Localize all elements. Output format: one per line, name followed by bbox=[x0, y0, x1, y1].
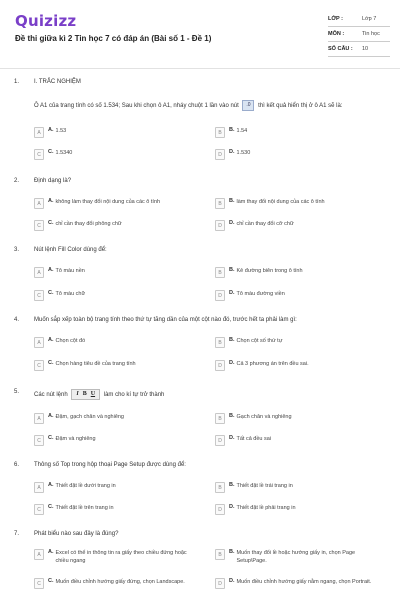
option-b[interactable] bbox=[215, 337, 282, 348]
option-text: Chọn cột đó bbox=[55, 338, 86, 344]
option-c[interactable] bbox=[34, 220, 122, 231]
meta-line bbox=[328, 26, 390, 27]
option-text: Kẻ đường biên trong ô tính bbox=[236, 268, 303, 274]
question-number: 5. bbox=[14, 389, 20, 395]
question-text-after: thì kết quả hiển thị ở ô A1 sẽ là: bbox=[258, 103, 343, 110]
option-text: Tô màu nền bbox=[55, 268, 85, 274]
decrease-decimal-icon: .0 bbox=[242, 100, 254, 111]
option-text: Thiết đặt lề dưới trang in bbox=[55, 483, 116, 489]
option-letter: A bbox=[34, 413, 44, 424]
option-label: B. bbox=[229, 549, 235, 555]
option-a[interactable] bbox=[34, 482, 116, 493]
option-c[interactable] bbox=[34, 435, 96, 446]
option-text: Excel có thể in thông tin ra giấy theo chiều đứng hoặc chiều ngang bbox=[55, 550, 187, 564]
option-label: D. bbox=[229, 435, 235, 441]
option-letter: B bbox=[215, 127, 225, 138]
question-number: 6. bbox=[14, 462, 20, 468]
meta-line bbox=[328, 41, 390, 42]
option-label: A. bbox=[48, 198, 54, 204]
option-label: D. bbox=[229, 578, 235, 584]
meta-value: Lớp 7 bbox=[362, 16, 377, 22]
option-text: Muốn điều chỉnh hướng giấy đứng, chọn Landscape. bbox=[55, 579, 185, 585]
option-text: Muốn điều chỉnh hướng giấy nằm ngang, chọn Portrait. bbox=[236, 579, 372, 585]
option-text: 1.54 bbox=[236, 128, 248, 134]
option-a[interactable] bbox=[34, 549, 191, 565]
option-label: D. bbox=[229, 290, 235, 296]
option-letter: D bbox=[215, 290, 225, 301]
option-text: Muốn thay đổi lề hoặc hướng giấy in, chọn Page Setup\Page. bbox=[236, 550, 356, 564]
option-letter: D bbox=[215, 220, 225, 231]
option-c[interactable] bbox=[34, 149, 72, 160]
option-label: C. bbox=[48, 504, 54, 510]
option-text: Gạch chân và nghiêng bbox=[236, 414, 292, 420]
option-label: C. bbox=[48, 220, 54, 226]
option-d[interactable] bbox=[215, 290, 285, 301]
question-number: 1. bbox=[14, 79, 20, 85]
question-number: 2. bbox=[14, 178, 20, 184]
option-text: Thiết đặt lề phải trang in bbox=[236, 505, 296, 511]
option-text: 1.53 bbox=[55, 128, 67, 134]
option-letter: D bbox=[215, 578, 225, 589]
option-d[interactable] bbox=[215, 360, 309, 371]
option-text: Đậm và nghiêng bbox=[55, 436, 96, 442]
option-letter: D bbox=[215, 360, 225, 371]
option-c[interactable] bbox=[34, 504, 114, 515]
option-text: Tô màu đường viền bbox=[236, 291, 285, 297]
option-letter: A bbox=[34, 127, 44, 138]
italic-icon: I bbox=[76, 391, 79, 397]
option-text: Chọn hàng tiêu đề của trang tính bbox=[55, 361, 136, 367]
option-b[interactable] bbox=[215, 413, 292, 424]
option-label: D. bbox=[229, 360, 235, 366]
option-letter: B bbox=[215, 482, 225, 493]
option-label: C. bbox=[48, 435, 54, 441]
option-letter: A bbox=[34, 482, 44, 493]
option-a[interactable] bbox=[34, 337, 85, 348]
option-letter: B bbox=[215, 549, 225, 560]
option-label: D. bbox=[229, 149, 235, 155]
option-text: chỉ cần thay đổi cỡ chữ bbox=[236, 221, 294, 227]
question-number: 7. bbox=[14, 531, 20, 537]
option-label: C. bbox=[48, 578, 54, 584]
question-text: Phát biểu nào sau đây là đúng? bbox=[34, 531, 119, 537]
option-label: B. bbox=[229, 337, 235, 343]
question-text-after: làm cho kí tự trở thành bbox=[103, 392, 165, 399]
option-text: 1.530 bbox=[236, 150, 251, 156]
option-a[interactable] bbox=[34, 267, 85, 278]
option-label: D. bbox=[229, 220, 235, 226]
option-text: Chọn cột số thứ tự bbox=[236, 338, 283, 344]
option-b[interactable] bbox=[215, 127, 247, 138]
option-letter: B bbox=[215, 267, 225, 278]
option-letter: B bbox=[215, 198, 225, 209]
option-d[interactable] bbox=[215, 504, 296, 515]
option-label: B. bbox=[229, 413, 235, 419]
option-text: chỉ cần thay đổi phông chữ bbox=[55, 221, 122, 227]
option-c[interactable] bbox=[34, 290, 85, 301]
brand-logo: Quizizz bbox=[15, 12, 77, 30]
option-a[interactable] bbox=[34, 127, 66, 138]
option-text: Tô màu chữ bbox=[55, 291, 86, 297]
option-letter: A bbox=[34, 198, 44, 209]
meta-label: SỐ CÂU : bbox=[328, 46, 353, 52]
option-letter: C bbox=[34, 220, 44, 231]
option-label: B. bbox=[229, 198, 235, 204]
option-b[interactable] bbox=[215, 482, 293, 493]
option-d[interactable] bbox=[215, 149, 250, 160]
option-letter: C bbox=[34, 360, 44, 371]
question-text: Định dạng là? bbox=[34, 178, 72, 184]
meta-line bbox=[328, 56, 390, 57]
option-label: D. bbox=[229, 504, 235, 510]
underline-icon: U bbox=[90, 391, 96, 397]
option-d[interactable] bbox=[215, 435, 271, 446]
option-label: C. bbox=[48, 149, 54, 155]
option-d[interactable] bbox=[215, 220, 294, 231]
option-label: B. bbox=[229, 267, 235, 273]
option-letter: D bbox=[215, 149, 225, 160]
option-letter: A bbox=[34, 267, 44, 278]
option-c[interactable] bbox=[34, 360, 136, 371]
meta-label: LỚP : bbox=[328, 16, 343, 22]
question-text: Nút lệnh Fill Color dùng để: bbox=[34, 247, 107, 253]
option-label: A. bbox=[48, 482, 54, 488]
page-title: Đề thi giữa kì 2 Tin học 7 có đáp án (Bài số 1 - Đề 1) bbox=[15, 34, 212, 43]
option-label: A. bbox=[48, 549, 54, 555]
option-a[interactable] bbox=[34, 198, 160, 209]
option-letter: A bbox=[34, 337, 44, 348]
question-heading: I. TRẮC NGHIỆM bbox=[34, 79, 81, 85]
option-letter: C bbox=[34, 504, 44, 515]
question-number: 3. bbox=[14, 247, 20, 253]
meta-label: MÔN : bbox=[328, 31, 345, 37]
question-text bbox=[34, 100, 342, 111]
option-d[interactable] bbox=[215, 578, 372, 589]
option-b[interactable] bbox=[215, 267, 303, 278]
option-text: không làm thay đổi nội dung của các ô tính bbox=[55, 199, 161, 205]
option-c[interactable] bbox=[34, 578, 191, 589]
option-b[interactable] bbox=[215, 198, 325, 209]
option-b[interactable] bbox=[215, 549, 372, 565]
option-letter: D bbox=[215, 435, 225, 446]
meta-value: Tin học bbox=[362, 31, 380, 37]
option-text: Thiết đặt lề trái trang in bbox=[236, 483, 293, 489]
option-letter: B bbox=[215, 337, 225, 348]
option-text: Cả 3 phương án trên đều sai. bbox=[236, 361, 309, 367]
format-buttons-image bbox=[71, 389, 100, 400]
question-text bbox=[34, 389, 164, 400]
option-text: 1.5340 bbox=[55, 150, 73, 156]
worksheet-header bbox=[0, 0, 400, 68]
question-text-before: Các nút lệnh bbox=[34, 392, 68, 399]
question-text: Thông số Top trong hộp thoại Page Setup được dùng để: bbox=[34, 462, 186, 468]
option-letter: A bbox=[34, 549, 44, 560]
option-label: A. bbox=[48, 267, 54, 273]
bold-icon: B bbox=[82, 391, 87, 397]
option-label: A. bbox=[48, 127, 54, 133]
option-letter: C bbox=[34, 149, 44, 160]
meta-value: 10 bbox=[362, 46, 369, 52]
option-letter: C bbox=[34, 435, 44, 446]
option-text: Đậm, gạch chân và nghiêng bbox=[55, 414, 124, 420]
question-text-before: Ô A1 của trang tính có số 1.534; Sau khi chọn ô A1, nháy chuột 1 lần vào nút bbox=[34, 103, 239, 110]
option-letter: C bbox=[34, 290, 44, 301]
option-text: Thiết đặt lề trên trang in bbox=[55, 505, 114, 511]
option-label: C. bbox=[48, 290, 54, 296]
option-a[interactable] bbox=[34, 413, 124, 424]
option-label: B. bbox=[229, 127, 235, 133]
option-letter: D bbox=[215, 504, 225, 515]
option-letter: C bbox=[34, 578, 44, 589]
option-label: A. bbox=[48, 337, 54, 343]
option-text: Tất cả đều sai bbox=[236, 436, 272, 442]
question-text: Muốn sắp xếp toàn bộ trang tính theo thứ tự tăng dần của một cột nào đó, trước hết ta phải làm gì: bbox=[34, 317, 297, 323]
option-text: làm thay đổi nội dung của các ô tính bbox=[236, 199, 325, 205]
option-label: B. bbox=[229, 482, 235, 488]
option-letter: B bbox=[215, 413, 225, 424]
option-label: C. bbox=[48, 360, 54, 366]
header-divider bbox=[0, 68, 400, 69]
question-number: 4. bbox=[14, 317, 20, 323]
option-label: A. bbox=[48, 413, 54, 419]
